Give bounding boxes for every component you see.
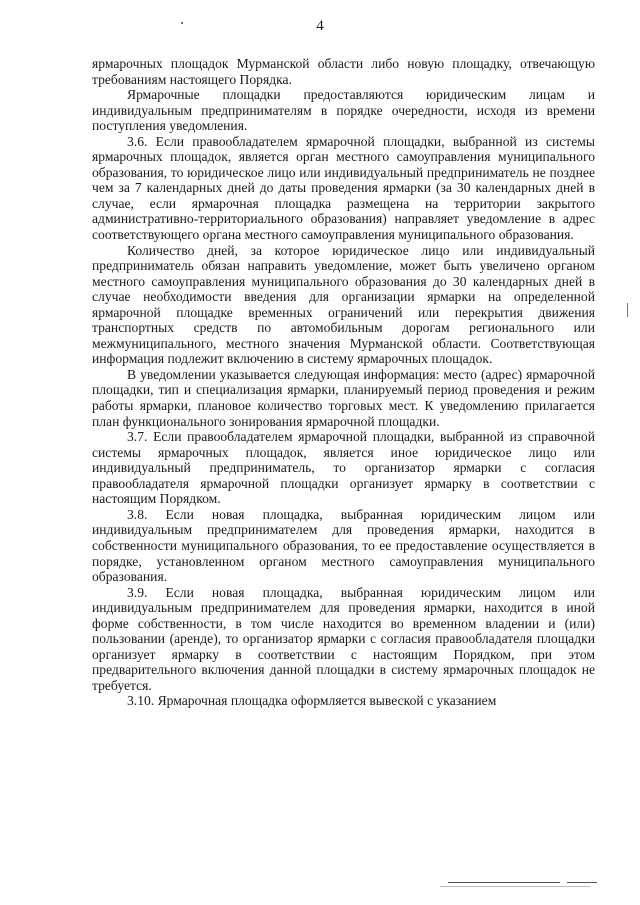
- paragraph-3-9: 3.9. Если новая площадка, выбранная юридическим лицом или индивидуальным предпринимателем для проведения ярмарки, находится в иной форме собственности, в том числе находится во временном владении и (или) пользовании (аренде), то организатор ярмарки с согласия правообладателя площадки организует ярмарку в соответствии с настоящим Порядком, при этом предварительного включения данной площадки в систему ярмарочных площадок не требуется.: [92, 584, 595, 693]
- footer-rule: [448, 882, 560, 883]
- footer-rule-short: [567, 882, 597, 883]
- paragraph-3-7: 3.7. Если правообладателем ярмарочной площадки, выбранной из справочной системы ярмарочных площадок, является иное юридическое лицо или индивидуальный предприниматель, то организатор ярмарки с согласия правообладателя ярмарочной площадки организует ярмарку в соответствии с настоящим Порядком.: [92, 429, 595, 507]
- document-body: [92, 56, 595, 709]
- paragraph-3-6: 3.6. Если правообладателем ярмарочной площадки, выбранной из системы ярмарочных площадок, является орган местного самоуправления муниципального образования, то юридическое лицо или индивидуальный предприниматель не позднее чем за 7 календарных дней до даты проведения ярмарки (за 30 календарных дней в случае, если ярмарочная площадка размещена на территории закрытого административно-территориального образования) направляет уведомление в адрес соответствующего органа местного самоуправления муниципального образования.: [92, 133, 595, 243]
- page-number: 4: [316, 18, 324, 34]
- footer-rule-faint: [440, 886, 590, 887]
- scan-margin-mark: [627, 303, 628, 317]
- paragraph-2: Ярмарочные площадки предоставляются юридическим лицам и индивидуальным предпринимателям в порядке очередности, исходя из времени поступления уведомления.: [92, 87, 595, 134]
- paragraph-1: ярмарочных площадок Мурманской области либо новую площадку, отвечающую требованиям настоящего Порядка.: [92, 56, 595, 87]
- paragraph-3-8: 3.8. Если новая площадка, выбранная юридическим лицом или индивидуальным предпринимателем для проведения ярмарки, находится в собственности муниципального образования, то ее предоставление осуществляется в порядке, установленном органом местного самоуправления муниципального образования.: [92, 506, 595, 585]
- paragraph-5: В уведомлении указывается следующая информация: место (адрес) ярмарочной площадки, тип и специализация ярмарки, планируемый период проведения и режим работы ярмарки, плановое количество торговых мест. К уведомлению прилагается план функционального зонирования ярмарочной площадки.: [92, 366, 595, 429]
- paragraph-4: Количество дней, за которое юридическое лицо или индивидуальный предприниматель обязан направить уведомление, может быть увеличено органом местного самоуправления муниципального образования до 30 календарных дней в случае необходимости введения для организации ярмарки на определенной ярмарочной площадке временных ограничений или перекрытия движения транспортных средств по автомобильным дорогам регионального или межмуниципального, местного значения Мурманской области. Соответствующая информация подлежит включению в систему ярмарочных площадок.: [92, 242, 595, 367]
- paragraph-3-10: 3.10. Ярмарочная площадка оформляется вывеской с указанием: [127, 693, 497, 709]
